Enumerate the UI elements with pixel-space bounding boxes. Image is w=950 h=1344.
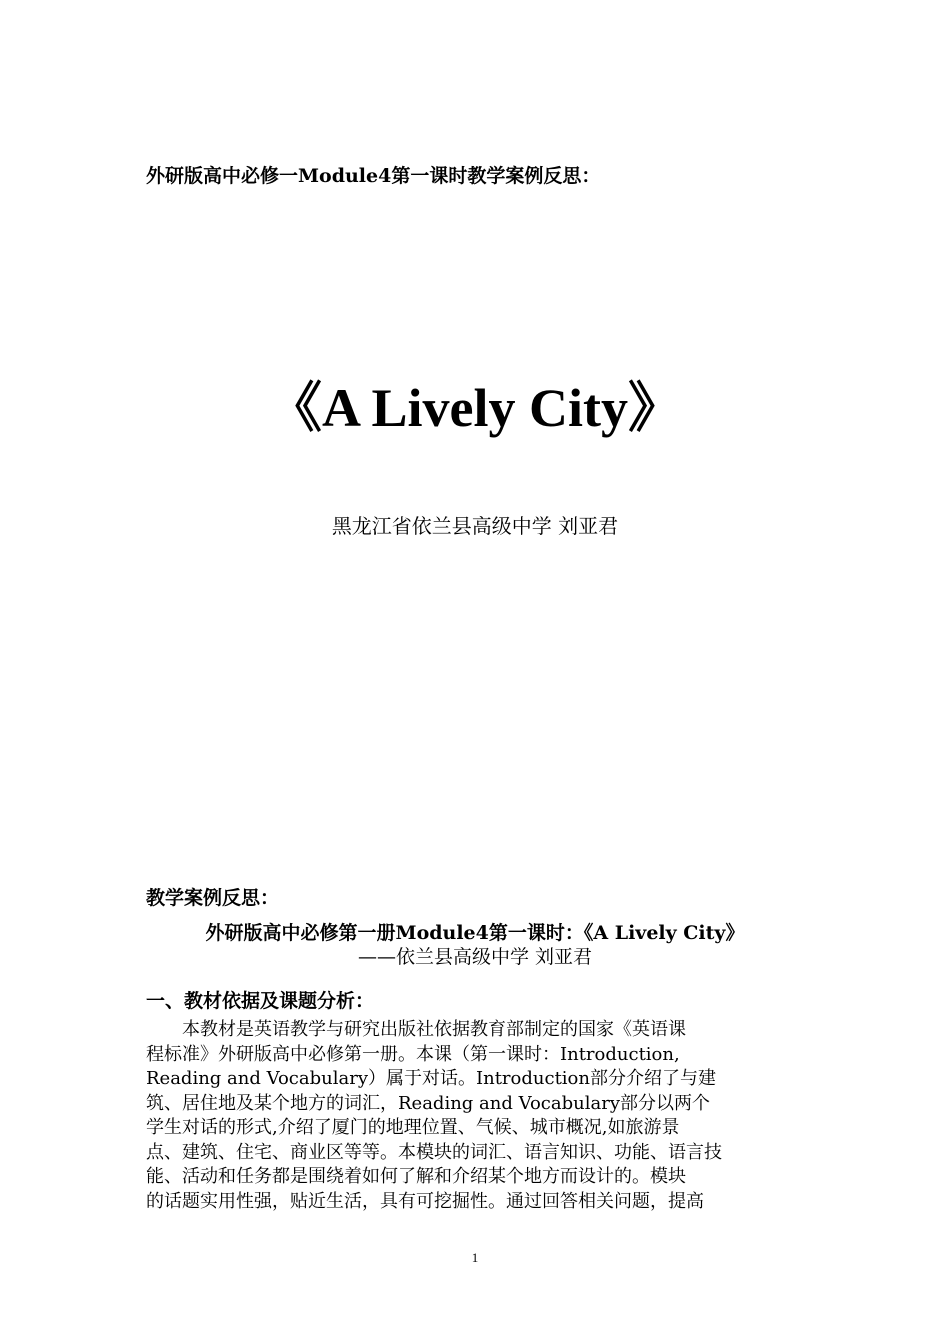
paragraph-line: 能、活动和任务都是围绕着如何了解和介绍某个地方而设计的。模块 <box>146 1166 686 1187</box>
paragraph-line: 筑、居住地及某个地方的词汇，Reading and Vocabulary部分以两个 <box>146 1092 710 1114</box>
paragraph-line: 点、建筑、住宅、商业区等等。本模块的词汇、语言知识、功能、语言技 <box>146 1141 722 1163</box>
reflection-author: ——依兰县高级中学 刘亚君 <box>357 946 593 968</box>
paragraph-line: 本教材是英语教学与研究出版社依据教育部制定的国家《英语课 <box>146 1019 686 1040</box>
reflection-heading: 教学案例反思： <box>146 887 280 909</box>
page-number: 1 <box>471 1250 479 1265</box>
paragraph-line: 学生对话的形式,介绍了厦门的地理位置、气候、城市概况,如旅游景 <box>146 1117 680 1138</box>
reflection-title: 外研版高中必修第一册Module4第一课时：《A Lively City》 <box>205 922 745 944</box>
section-heading-1: 一、教材依据及课题分析： <box>146 990 375 1012</box>
paragraph-line: 程标准》外研版高中必修第一册。本课（第一课时：Introduction, <box>146 1043 680 1065</box>
section-1-body <box>146 1018 810 1214</box>
header-title: 外研版高中必修一Module4第一课时教学案例反思： <box>146 165 601 187</box>
paragraph-line: Reading and Vocabulary）属于对话。Introduction部分介绍了与建 <box>146 1068 716 1089</box>
main-title: 《A Lively City》 <box>268 378 682 438</box>
author-line: 黑龙江省依兰县高级中学 刘亚君 <box>331 514 619 538</box>
paragraph-line: 的话题实用性强，贴近生活，具有可挖掘性。通过回答相关问题，提高 <box>146 1190 704 1212</box>
